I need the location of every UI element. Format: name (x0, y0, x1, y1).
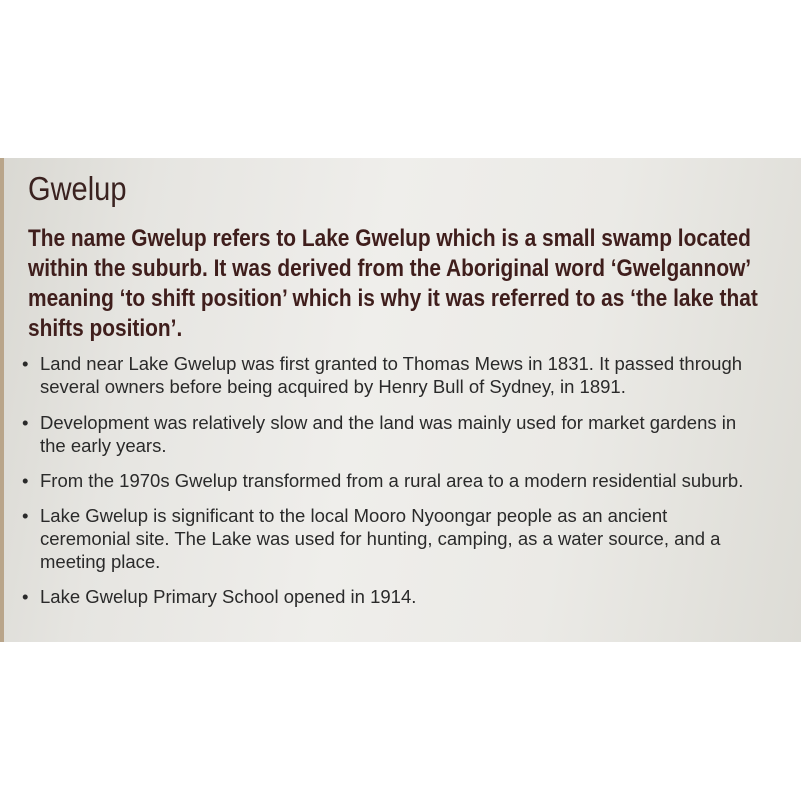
bullet-line: the early years. (40, 435, 167, 456)
bullet-line: meeting place. (40, 551, 161, 572)
intro-line: shifts position’. (28, 315, 183, 342)
bullet-line: From the 1970s Gwelup transformed from a rural area to a modern residential suburb. (40, 470, 744, 491)
bullet-item (22, 585, 743, 608)
bullet-item (22, 411, 743, 457)
bullet-line: several owners before being acquired by Henry Bull of Sydney, in 1891. (40, 376, 626, 397)
bullet-icon: • (22, 586, 29, 607)
bullet-line: Land near Lake Gwelup was first granted to Thomas Mews in 1831. It passed through (40, 353, 743, 374)
bullet-line: Lake Gwelup is significant to the local Mooro Nyoongar people as an ancient (40, 505, 668, 526)
information-sign (0, 158, 801, 642)
history-bullet-list (22, 352, 743, 608)
bullet-item (22, 469, 743, 492)
sign-intro-paragraph (28, 224, 768, 344)
bullet-line: Development was relatively slow and the land was mainly used for market gardens in (40, 412, 737, 433)
intro-line: meaning ‘to shift position’ which is why it was referred to as ‘the lake that (28, 285, 758, 312)
intro-line: The name Gwelup refers to Lake Gwelup which is a small swamp located (28, 225, 751, 252)
bullet-item (22, 504, 743, 573)
bullet-item (22, 352, 743, 398)
bullet-line: Lake Gwelup Primary School opened in 1914. (40, 586, 417, 607)
bullet-line: ceremonial site. The Lake was used for hunting, camping, as a water source, and a (40, 528, 721, 549)
bullet-icon: • (22, 353, 29, 374)
sign-title: Gwelup (28, 170, 127, 207)
bullet-icon: • (22, 412, 29, 433)
intro-line: within the suburb. It was derived from the Aboriginal word ‘Gwelgannow’ (28, 255, 752, 282)
bullet-icon: • (22, 505, 29, 526)
bullet-icon: • (22, 470, 29, 491)
